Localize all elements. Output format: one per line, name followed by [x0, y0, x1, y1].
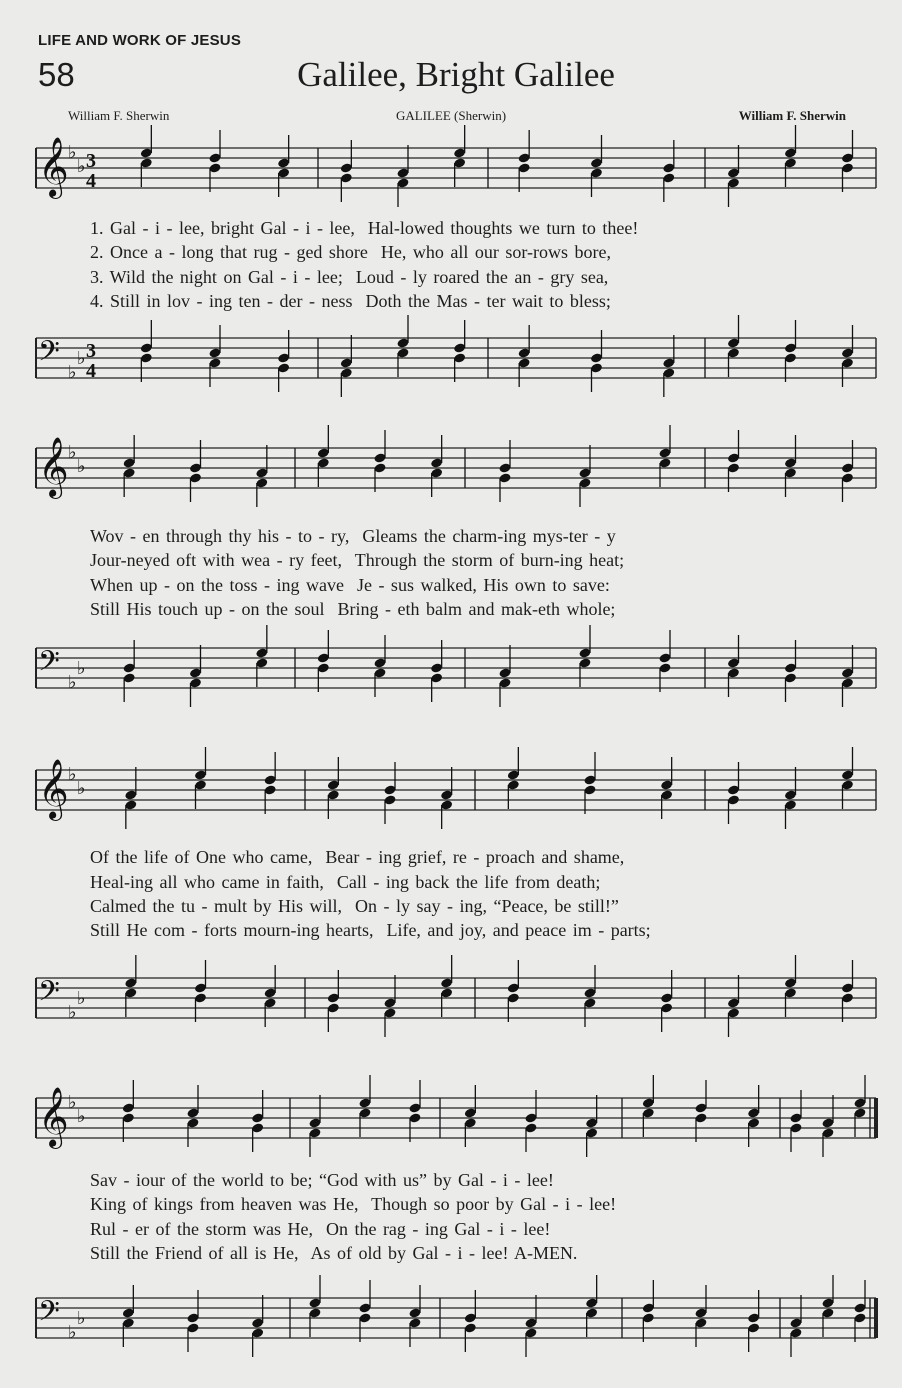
- svg-text:𝄢: 𝄢: [38, 335, 60, 375]
- lyric-line: Still He com - forts mourn-ing hearts, Life, and joy, and peace im - parts;: [90, 920, 651, 940]
- lyric-line: 4. Still in lov - ing ten - der - ness Doth the Mas - ter wait to bless;: [90, 291, 611, 311]
- svg-text:♭: ♭: [77, 988, 86, 1009]
- bass-staff-3: [0, 970, 902, 1040]
- svg-text:♭: ♭: [68, 142, 77, 163]
- music-credit: William F. Sherwin: [738, 108, 846, 123]
- lyric-line: Sav - iour of the world to be; “God with us” by Gal - i - lee!: [90, 1170, 554, 1190]
- lyric-line: Of the life of One who came, Bear - ing grief, re - proach and shame,: [90, 847, 625, 867]
- svg-text:♭: ♭: [77, 456, 86, 477]
- svg-text:4: 4: [86, 360, 96, 382]
- hymn-title: Galilee, Bright Galilee: [297, 55, 615, 94]
- svg-text:♭: ♭: [68, 442, 77, 463]
- lyric-line: Still His touch up - on the soul Bring - eth balm and mak-eth whole;: [90, 599, 616, 619]
- lyric-line: When up - on the toss - ing wave Je - sus walked, His own to save:: [90, 575, 610, 595]
- svg-text:𝄞: 𝄞: [38, 437, 69, 497]
- svg-text:♭: ♭: [77, 658, 86, 679]
- lyric-line: Calmed the tu - mult by His will, On - ly say - ing, “Peace, be still!”: [90, 896, 619, 916]
- lyric-line: Rul - er of the storm was He, On the rag - ing Gal - i - lee!: [90, 1219, 551, 1239]
- svg-text:3: 3: [86, 150, 96, 172]
- lyric-line: 2. Once a - long that rug - ged shore He, who all our sor-rows bore,: [90, 242, 612, 262]
- treble-staff-4: [0, 1087, 902, 1160]
- svg-text:𝄢: 𝄢: [38, 645, 60, 685]
- treble-staff-3: [0, 759, 902, 832]
- svg-text:♭: ♭: [68, 1322, 77, 1343]
- svg-text:♭: ♭: [77, 1308, 86, 1329]
- svg-text:♭: ♭: [68, 1092, 77, 1113]
- svg-text:♭: ♭: [77, 1106, 86, 1127]
- section-heading: LIFE AND WORK OF JESUS: [38, 32, 242, 49]
- svg-text:4: 4: [86, 170, 96, 192]
- svg-text:♭: ♭: [68, 362, 77, 383]
- lyric-line: 3. Wild the night on Gal - i - lee; Loud - ly roared the an - gry sea,: [90, 267, 609, 287]
- svg-text:♭: ♭: [77, 156, 86, 177]
- lyric-line: Wov - en through thy his - to - ry, Gleams the charm-ing mys-ter - y: [90, 526, 616, 546]
- svg-text:𝄞: 𝄞: [38, 759, 69, 819]
- svg-text:𝄢: 𝄢: [38, 975, 60, 1015]
- svg-text:𝄞: 𝄞: [38, 137, 69, 197]
- treble-staff-1: [0, 137, 902, 210]
- svg-text:♭: ♭: [77, 778, 86, 799]
- lyric-line: Still the Friend of all is He, As of old by Gal - i - lee! A-MEN.: [90, 1243, 578, 1263]
- svg-text:𝄞: 𝄞: [38, 1087, 69, 1147]
- words-credit: William F. Sherwin: [68, 108, 170, 123]
- treble-staff-2: [0, 437, 902, 510]
- svg-text:♭: ♭: [77, 348, 86, 369]
- lyric-line: Heal-ing all who came in faith, Call - ing back the life from death;: [90, 872, 601, 892]
- svg-text:𝄢: 𝄢: [38, 1295, 60, 1335]
- svg-text:♭: ♭: [68, 1002, 77, 1023]
- lyric-line: 1. Gal - i - lee, bright Gal - i - lee, Hal-lowed thoughts we turn to thee!: [90, 218, 639, 238]
- tune-name: GALILEE (Sherwin): [395, 108, 507, 123]
- svg-text:3: 3: [86, 340, 96, 362]
- bass-staff-4: [0, 1290, 902, 1360]
- hymn-number: 58: [38, 56, 75, 93]
- lyric-line: Jour-neyed oft with wea - ry feet, Through the storm of burn-ing heat;: [90, 550, 625, 570]
- svg-text:♭: ♭: [68, 672, 77, 693]
- bass-staff-2: [0, 640, 902, 710]
- lyric-line: King of kings from heaven was He, Though so poor by Gal - i - lee!: [90, 1194, 617, 1214]
- bass-staff-1: [0, 330, 902, 400]
- svg-text:♭: ♭: [68, 764, 77, 785]
